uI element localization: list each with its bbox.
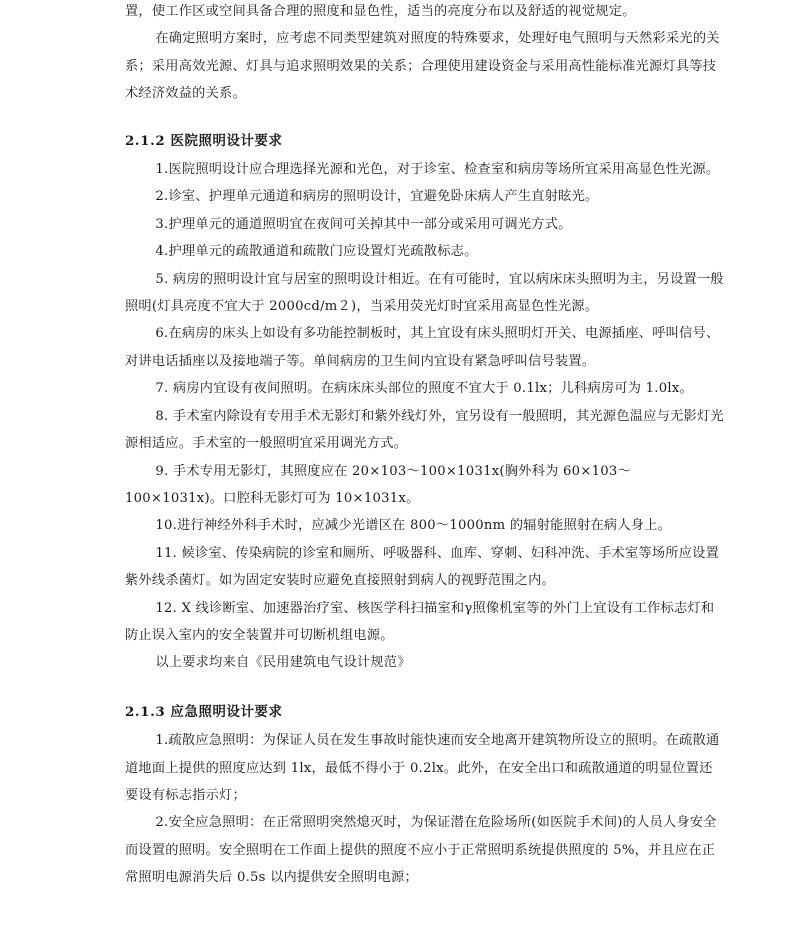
list-item: 4.护理单元的疏散通道和疏散门应设置灯光疏散标志。	[155, 244, 478, 260]
list-item: 5. 病房的照明设计宜与居室的照明设计相近。在有可能时，宜以病床床头照明为主，另设置一般照明(灯具亮度不宜大于 2000cd/m２)，当采用荧光灯时宜采用高显色性光源。	[125, 271, 724, 315]
list-item: 3.护理单元的通道照明宜在夜间可关掉其中一部分或采用可调光方式。	[155, 216, 572, 232]
list-item: 7. 病房内宜设有夜间照明。在病床床头部位的照度不宜大于 0.1lx；儿科病房可为 1.0lx。	[155, 381, 693, 397]
list-item: 11. 候诊室、传染病院的诊室和厕所、呼吸器科、血库、穿刺、妇科冲洗、手术室等场所应设置紫外线杀菌灯。如为固定安装时应避免直接照射到病人的视野范围之内。	[125, 545, 720, 589]
list-item: 2.诊室、护理单元通道和病房的照明设计，宜避免卧床病人产生直射眩光。	[155, 189, 599, 205]
section-heading-hospital-lighting: 2.1.2 医院照明设计要求	[125, 132, 283, 149]
list-item: 1.医院照明设计应合理选择光源和光色，对于诊室、检查室和病房等场所宜采用高显色性光源。	[155, 162, 720, 178]
list-item: 2.安全应急照明：在正常照明突然熄灭时，为保证潜在危险场所(如医院手术间)的人员人身安全而设置的照明。安全照明在工作面上提供的照度不应小于正常照明系统提供照度的 5%，并且应在正常照明电源消失后 0.5s 以内提供安全照明电源；	[125, 815, 717, 886]
intro-paragraph-continued: 置，使工作区或空间具备合理的照度和显色性，适当的亮度分布以及舒适的视觉规定。	[125, 4, 636, 19]
source-note: 以上要求均来自《民用建筑电气设计规范》	[155, 655, 411, 671]
list-item: 12. X 线诊断室、加速器治疗室、核医学科扫描室和γ照像机室等的外门上宜设有工作标志灯和防止误入室内的安全装置并可切断机组电源。	[125, 600, 715, 643]
list-item: 10.进行神经外科手术时，应减少光谱区在 800～1000nm 的辐射能照射在病人身上。	[155, 518, 672, 534]
section-heading-emergency-lighting: 2.1.3 应急照明设计要求	[125, 703, 283, 720]
intro-paragraph: 在确定照明方案时，应考虑不同类型建筑对照度的特殊要求，处理好电气照明与天然彩采光的关系；采用高效光源、灯具与追求照明效果的关系；合理使用建设资金与采用高性能标准光源灯具等技术经济效益的关系。	[125, 31, 720, 102]
list-item: 6.在病房的床头上如设有多功能控制板时，其上宜设有床头照明灯开关、电源插座、呼叫信号、对讲电话插座以及接地端子等。单间病房的卫生间内宜设有紧急呼叫信号装置。	[125, 326, 720, 369]
list-item: 1.疏散应急照明：为保证人员在发生事故时能快速而安全地离开建筑物所设立的照明。在疏散通道地面上提供的照度应达到 1lx，最低不得小于 0.2lx。此外，在安全出口和疏散通道的明显位置还要设有标志指示灯；	[125, 733, 720, 803]
list-item: 9. 手术专用无影灯，其照度应在 20×103～100×1031x(胸外科为 60×103～100×1031x)。口腔科无影灯可为 10×1031x。	[125, 463, 631, 506]
list-item: 8. 手术室内除设有专用手术无影灯和紫外线灯外，宜另设有一般照明，其光源色温应与无影灯光源相适应。手术室的一般照明宜采用调光方式。	[125, 408, 724, 452]
